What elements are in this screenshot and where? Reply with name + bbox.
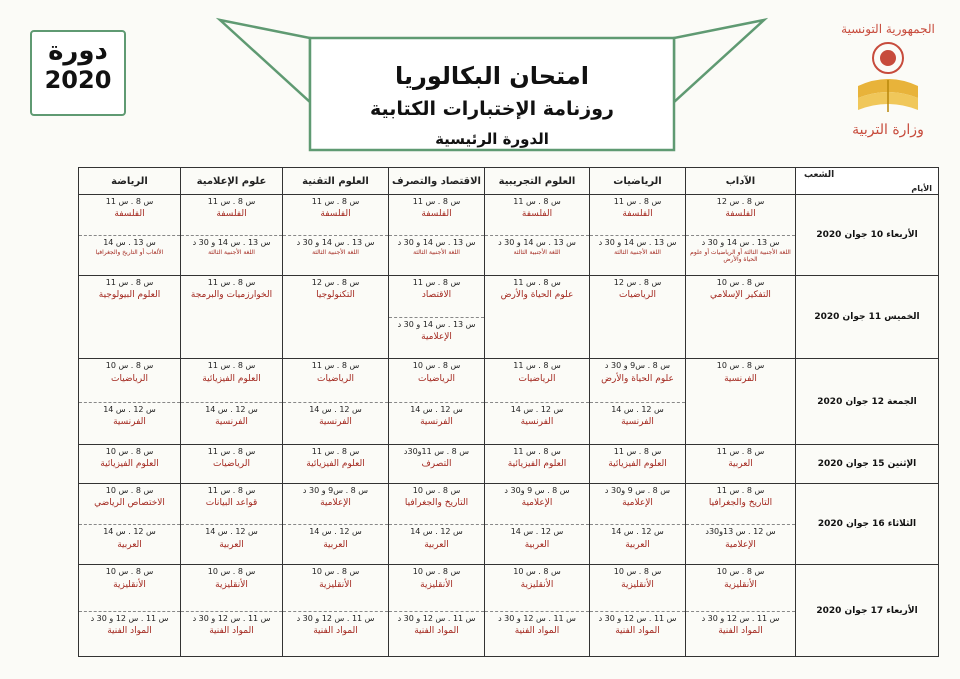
- exam-slot: [389, 565, 484, 610]
- exam-time: س 8 . س 11: [513, 446, 561, 456]
- exam-subject: المواد الفنية: [414, 625, 459, 636]
- exam-slot: [485, 565, 589, 610]
- exam-time: س 8 . س 10: [207, 567, 256, 577]
- exam-time: س 8 . س 11: [207, 486, 256, 496]
- exam-slot: [686, 611, 795, 656]
- exam-subject: الرياضيات: [618, 290, 657, 301]
- exam-subject: الاختصاص الرياضي: [94, 498, 165, 509]
- exam-time: س 8 . س 10: [716, 278, 765, 288]
- exam-time: س 8 . س 11: [613, 446, 662, 456]
- schedule-cell: [686, 484, 796, 565]
- exam-time: س 8 . س 12: [311, 278, 360, 288]
- exam-time: س 8 . س 11: [412, 197, 461, 206]
- ministry-emblem-icon: [853, 36, 923, 116]
- exam-slot: [590, 445, 685, 484]
- exam-slot: [283, 235, 388, 275]
- exam-subject: التاريخ والجغرافيا: [404, 498, 469, 509]
- day-label: الأربعاء 10 جوان 2020: [796, 195, 939, 276]
- exam-schedule-table: [78, 167, 939, 657]
- exam-subject: الفرنسية: [520, 416, 554, 427]
- schedule-cell: [389, 565, 485, 657]
- exam-time: س 8 . س9 و 30 د: [604, 361, 671, 371]
- schedule-cell: [79, 276, 181, 359]
- schedule-cell: [389, 484, 485, 565]
- exam-subject: الإعلامية: [622, 498, 653, 509]
- exam-subject: الإعلامية: [421, 332, 452, 343]
- exam-time: س 8 . س 12: [716, 197, 765, 206]
- session-name: الدورة الرئيسية: [435, 130, 549, 148]
- exam-subject: الرياضيات: [212, 458, 251, 469]
- exam-subject: الفرنسية: [724, 373, 757, 384]
- exam-time: س 8 . س 11: [412, 278, 461, 288]
- exam-subject: الألعاب أو التاريخ والجغرافيا: [95, 249, 164, 257]
- exam-subject: العلوم البيولوجية: [98, 290, 161, 301]
- exam-time: س 11 . س 12 و 30 د: [598, 613, 677, 623]
- exam-slot: [485, 402, 589, 444]
- exam-slot: [79, 565, 180, 610]
- exam-time: س 11 . س 12 و 30 د: [192, 613, 271, 623]
- exam-slot: [283, 359, 388, 401]
- exam-subject: الفرنسية: [113, 416, 146, 427]
- exam-slot: [389, 276, 484, 317]
- exam-slot: [590, 235, 685, 275]
- exam-time: س 13 . س 14 و 30 د: [192, 238, 271, 248]
- schedule-cell: [485, 484, 590, 565]
- schedule-cell: [686, 276, 796, 359]
- day-label: الخميس 11 جوان 2020: [796, 276, 939, 359]
- schedule-cell: [590, 444, 686, 484]
- exam-subject: العربية: [625, 539, 650, 550]
- exam-subject: العربية: [424, 539, 449, 550]
- page-subtitle: روزنامة الإختبارات الكتابية: [369, 98, 614, 120]
- schedule-cell: [485, 276, 590, 359]
- schedule-cell: [181, 565, 283, 657]
- exam-slot: [79, 276, 180, 358]
- corner-branches-label: الشعب: [804, 170, 835, 180]
- exam-subject: الرياضيات: [316, 373, 355, 384]
- exam-slot: [389, 359, 484, 401]
- exam-slot: [485, 611, 589, 656]
- exam-subject: الفلسفة: [725, 209, 756, 220]
- exam-subject: الأنقليزية: [319, 579, 352, 590]
- exam-slot: [485, 524, 589, 564]
- exam-time: س 8 . س 11: [513, 197, 561, 206]
- exam-subject: اللغة الأجنبية الثالثة أو الرياضيات أو علوم الحياة والأرض: [690, 249, 791, 264]
- exam-subject: العلوم الفيزيائية: [306, 458, 365, 469]
- exam-time: س 12 . س 14: [205, 404, 258, 414]
- exam-subject: الأنقليزية: [113, 579, 146, 590]
- exam-subject: الفلسفة: [622, 209, 653, 220]
- exam-subject: اللغة الأجنبية الثالثة: [208, 249, 255, 257]
- exam-time: س 13 . س 14: [103, 238, 156, 248]
- exam-slot: [79, 402, 180, 444]
- exam-subject: الفرنسية: [420, 416, 453, 427]
- exam-subject: العربية: [219, 539, 244, 550]
- day-label: الإثنين 15 جوان 2020: [796, 444, 939, 484]
- schedule-cell: [485, 359, 590, 444]
- ministry-logo: [838, 22, 938, 152]
- exam-subject: الأنقليزية: [520, 579, 554, 590]
- exam-time: س 8 . س 11: [311, 446, 360, 456]
- schedule-cell: [485, 565, 590, 657]
- exam-slot: [389, 524, 484, 564]
- exam-slot: [283, 565, 388, 610]
- exam-time: س 13 . س 14 و 30 د: [296, 238, 375, 248]
- exam-slot: [590, 359, 685, 401]
- branch-header: الرياضة: [79, 168, 181, 195]
- exam-subject: الأنقليزية: [420, 579, 453, 590]
- exam-time: س 8 . س 11: [207, 278, 256, 288]
- exam-slot: [485, 276, 589, 358]
- exam-subject: الفلسفة: [114, 209, 145, 220]
- day-row: [79, 444, 939, 484]
- exam-slot: [389, 484, 484, 524]
- exam-time: س 8 . س 10: [412, 361, 461, 371]
- schedule-cell: [389, 359, 485, 444]
- exam-slot: [590, 276, 685, 358]
- exam-time: س 12 . س 14: [611, 527, 664, 537]
- session-box: [30, 30, 126, 116]
- exam-slot: [389, 317, 484, 358]
- exam-time: س 8 . س 10: [105, 567, 154, 577]
- exam-subject: الإعلامية: [521, 498, 553, 509]
- day-label: الثلاثاء 16 جوان 2020: [796, 484, 939, 565]
- exam-subject: اللغة الأجنبية الثالثة: [312, 249, 359, 257]
- exam-subject: العربية: [524, 539, 550, 550]
- exam-slot: [283, 276, 388, 358]
- exam-time: س 12 . س 14: [103, 527, 156, 537]
- exam-slot: [181, 611, 282, 656]
- exam-subject: الفلسفة: [421, 209, 452, 220]
- exam-subject: العربية: [728, 458, 753, 469]
- branch-header: العلوم التقنية: [283, 168, 389, 195]
- exam-slot: [181, 195, 282, 235]
- exam-time: س 8 . س 11: [207, 197, 256, 206]
- exam-time: س 8 . س 9 و30 د: [504, 486, 570, 496]
- ministry-text: وزارة التربية: [852, 122, 924, 138]
- exam-slot: [181, 402, 282, 444]
- day-row: [79, 565, 939, 657]
- exam-time: س 8 . س 10: [613, 567, 662, 577]
- exam-subject: الخوارزميات والبرمجة: [190, 290, 273, 301]
- exam-time: س 8 . س 11: [613, 197, 662, 206]
- exam-slot: [590, 611, 685, 656]
- exam-slot: [389, 445, 484, 484]
- schedule-cell: [79, 484, 181, 565]
- schedule-cell: [181, 359, 283, 444]
- exam-subject: الإعلامية: [320, 498, 351, 509]
- exam-subject: التصرف: [421, 458, 452, 469]
- exam-slot: [686, 445, 795, 484]
- exam-time: س 11 . س 12 و 30 د: [90, 613, 169, 623]
- session-year: 2020: [44, 66, 112, 94]
- exam-subject: العلوم الفيزيائية: [608, 458, 667, 469]
- exam-slot: [181, 445, 282, 484]
- exam-subject: الأنقليزية: [621, 579, 654, 590]
- schedule-cell: [590, 359, 686, 444]
- branch-header: الآداب: [686, 168, 796, 195]
- schedule-cell: [181, 195, 283, 276]
- exam-time: س 12 . س 14: [103, 404, 156, 414]
- exam-slot: [590, 565, 685, 610]
- exam-subject: المواد الفنية: [718, 625, 763, 636]
- exam-slot: [686, 195, 795, 235]
- exam-subject: الفرنسية: [215, 416, 248, 427]
- exam-subject: الرياضيات: [417, 373, 456, 384]
- exam-subject: الفلسفة: [521, 209, 553, 220]
- exam-subject: علوم الحياة والأرض: [500, 290, 574, 301]
- exam-slot: [283, 524, 388, 564]
- title-banner: [216, 14, 768, 152]
- exam-time: س 12 . س 14: [410, 527, 463, 537]
- schedule-cell: [283, 444, 389, 484]
- schedule-cell: [485, 195, 590, 276]
- day-label: الجمعة 12 جوان 2020: [796, 359, 939, 444]
- exam-subject: اللغة الأجنبية الثالثة: [513, 249, 561, 257]
- exam-time: س 8 . س9 و 30 د: [302, 486, 369, 496]
- republic-text: الجمهورية التونسية: [841, 22, 935, 36]
- exam-time: س 8 . س 10: [716, 567, 765, 577]
- exam-subject: الرياضيات: [518, 373, 556, 384]
- exam-slot: [485, 359, 589, 401]
- exam-slot: [79, 195, 180, 235]
- session-word: دورة: [48, 36, 108, 66]
- schedule-cell: [485, 444, 590, 484]
- exam-time: س 11 . س 12 و 30 د: [701, 613, 780, 623]
- exam-time: س 8 . س 11: [716, 486, 765, 496]
- exam-subject: الفرنسية: [319, 416, 352, 427]
- exam-time: س 12 . س 14: [309, 404, 362, 414]
- exam-time: س 12 . س 14: [205, 527, 258, 537]
- schedule-cell: [686, 444, 796, 484]
- exam-slot: [181, 359, 282, 401]
- exam-slot: [686, 524, 795, 564]
- exam-subject: قواعد البيانات: [205, 498, 258, 509]
- exam-time: س 8 . س 12: [613, 278, 662, 288]
- exam-slot: [590, 195, 685, 235]
- exam-slot: [79, 484, 180, 524]
- schedule-cell: [590, 195, 686, 276]
- exam-slot: [389, 402, 484, 444]
- exam-subject: الإعلامية: [725, 539, 756, 550]
- exam-time: س 13 . س 14 و 30 د: [397, 320, 476, 330]
- exam-slot: [686, 276, 795, 358]
- exam-time: س 8 . س 10: [716, 361, 765, 371]
- schedule-cell: [590, 484, 686, 565]
- day-row: [79, 359, 939, 444]
- exam-subject: التاريخ والجغرافيا: [708, 498, 773, 509]
- exam-slot: [283, 402, 388, 444]
- exam-time: س 11 . س 12 و 30 د: [296, 613, 375, 623]
- schedule-cell: [283, 565, 389, 657]
- exam-time: س 8 . س 10: [311, 567, 360, 577]
- schedule-cell: [283, 359, 389, 444]
- exam-time: س 8 . س 10: [105, 361, 154, 371]
- exam-slot: [283, 195, 388, 235]
- corner-days-label: الأيام: [911, 184, 932, 193]
- exam-slot: [389, 611, 484, 656]
- exam-time: س 8 . س 11: [513, 278, 561, 288]
- exam-time: س 8 . س 11: [513, 361, 561, 371]
- exam-slot: [686, 359, 795, 443]
- schedule-cell: [686, 565, 796, 657]
- exam-time: س 8 . س 10: [105, 446, 154, 456]
- exam-subject: الفلسفة: [320, 209, 351, 220]
- exam-time: س 12 . س 14: [611, 404, 664, 414]
- schedule-cell: [686, 359, 796, 444]
- exam-slot: [485, 235, 589, 275]
- exam-subject: اللغة الأجنبية الثالثة: [614, 249, 661, 257]
- exam-subject: العربية: [323, 539, 348, 550]
- exam-subject: الاقتصاد: [421, 290, 452, 301]
- exam-subject: الفرنسية: [621, 416, 654, 427]
- exam-slot: [590, 524, 685, 564]
- day-row: [79, 195, 939, 276]
- exam-slot: [181, 235, 282, 275]
- exam-time: س 12 . س 14: [510, 527, 564, 537]
- exam-slot: [79, 524, 180, 564]
- exam-subject: المواد الفنية: [107, 625, 152, 636]
- exam-time: س 12 . س 14: [510, 404, 564, 414]
- branch-header: الرياضيات: [590, 168, 686, 195]
- exam-subject: التفكير الإسلامي: [710, 290, 771, 301]
- exam-time: س 8 . س 10: [513, 567, 561, 577]
- exam-time: س 8 . س 11: [311, 197, 360, 206]
- exam-time: س 13 . س 14 و 30 د: [498, 238, 576, 248]
- exam-slot: [79, 445, 180, 484]
- header-row: [79, 168, 939, 195]
- schedule-cell: [389, 444, 485, 484]
- exam-slot: [181, 484, 282, 524]
- schedule-cell: [283, 484, 389, 565]
- exam-time: س 12 . س 13و30د: [705, 527, 776, 537]
- exam-time: س 13 . س 14 و 30 د: [598, 238, 677, 248]
- exam-slot: [686, 235, 795, 275]
- exam-time: س 8 . س 11: [105, 197, 154, 206]
- exam-subject: العلوم الفيزيائية: [202, 373, 261, 384]
- schedule-cell: [79, 195, 181, 276]
- branch-header: الاقتصاد والتصرف: [389, 168, 485, 195]
- exam-subject: المواد الفنية: [313, 625, 358, 636]
- schedule-cell: [590, 565, 686, 657]
- exam-slot: [181, 276, 282, 358]
- exam-time: س 8 . س 11: [207, 446, 256, 456]
- exam-subject: العربية: [117, 539, 142, 550]
- schedule-cell: [686, 195, 796, 276]
- schedule-cell: [283, 195, 389, 276]
- day-label: الأربعاء 17 جوان 2020: [796, 565, 939, 657]
- schedule-cell: [181, 444, 283, 484]
- exam-time: س 13 . س 14 و 30 د: [701, 238, 780, 248]
- day-row: [79, 276, 939, 359]
- exam-slot: [485, 484, 589, 524]
- corner-header: [796, 168, 939, 195]
- exam-subject: علوم الحياة والأرض: [601, 373, 674, 384]
- schedule-body: [79, 195, 939, 657]
- schedule-cell: [283, 276, 389, 359]
- exam-slot: [485, 195, 589, 235]
- exam-slot: [686, 565, 795, 610]
- day-row: [79, 484, 939, 565]
- exam-time: س 8 . س 11: [105, 278, 154, 288]
- page-title: امتحان البكالوريا: [395, 62, 589, 90]
- exam-subject: المواد الفنية: [615, 625, 660, 636]
- schedule-cell: [590, 276, 686, 359]
- schedule-cell: [389, 276, 485, 359]
- schedule-cell: [79, 359, 181, 444]
- exam-slot: [79, 359, 180, 401]
- exam-slot: [283, 445, 388, 484]
- exam-slot: [283, 611, 388, 656]
- exam-time: س 8 . س 11و30د: [403, 446, 470, 456]
- schedule-cell: [79, 565, 181, 657]
- schedule-cell: [181, 276, 283, 359]
- exam-time: س 11 . س 12 و 30 د: [397, 613, 476, 623]
- exam-slot: [79, 235, 180, 275]
- exam-subject: الفلسفة: [216, 209, 247, 220]
- exam-slot: [590, 484, 685, 524]
- exam-time: س 8 . س 11: [311, 361, 360, 371]
- exam-slot: [590, 402, 685, 444]
- exam-slot: [79, 611, 180, 656]
- exam-slot: [283, 484, 388, 524]
- exam-time: س 12 . س 14: [309, 527, 362, 537]
- schedule-cell: [181, 484, 283, 565]
- exam-slot: [485, 445, 589, 484]
- exam-subject: العلوم الفيزيائية: [507, 458, 567, 469]
- exam-subject: التكنولوجيا: [316, 290, 355, 301]
- exam-time: س 8 . س 9 و30 د: [604, 486, 671, 496]
- exam-time: س 12 . س 14: [410, 404, 463, 414]
- exam-slot: [686, 484, 795, 524]
- exam-time: س 8 . س 10: [105, 486, 154, 496]
- exam-time: س 8 . س 11: [716, 446, 765, 456]
- exam-subject: الأنقليزية: [724, 579, 757, 590]
- schedule-cell: [389, 195, 485, 276]
- exam-subject: العلوم الفيزيائية: [100, 458, 159, 469]
- exam-subject: المواد الفنية: [209, 625, 254, 636]
- branch-header: العلوم التجريبية: [485, 168, 590, 195]
- exam-time: س 11 . س 12 و 30 د: [498, 613, 576, 623]
- exam-slot: [181, 565, 282, 610]
- exam-subject: اللغة الأجنبية الثالثة: [413, 249, 460, 257]
- exam-subject: الرياضيات: [110, 373, 149, 384]
- exam-subject: الأنقليزية: [215, 579, 248, 590]
- branch-header: علوم الإعلامية: [181, 168, 283, 195]
- exam-slot: [389, 195, 484, 235]
- exam-time: س 8 . س 10: [412, 567, 461, 577]
- exam-slot: [181, 524, 282, 564]
- exam-subject: المواد الفنية: [514, 625, 560, 636]
- exam-time: س 8 . س 10: [412, 486, 461, 496]
- schedule-cell: [79, 444, 181, 484]
- exam-time: س 13 . س 14 و 30 د: [397, 238, 476, 248]
- exam-time: س 8 . س 11: [207, 361, 256, 371]
- exam-slot: [389, 235, 484, 275]
